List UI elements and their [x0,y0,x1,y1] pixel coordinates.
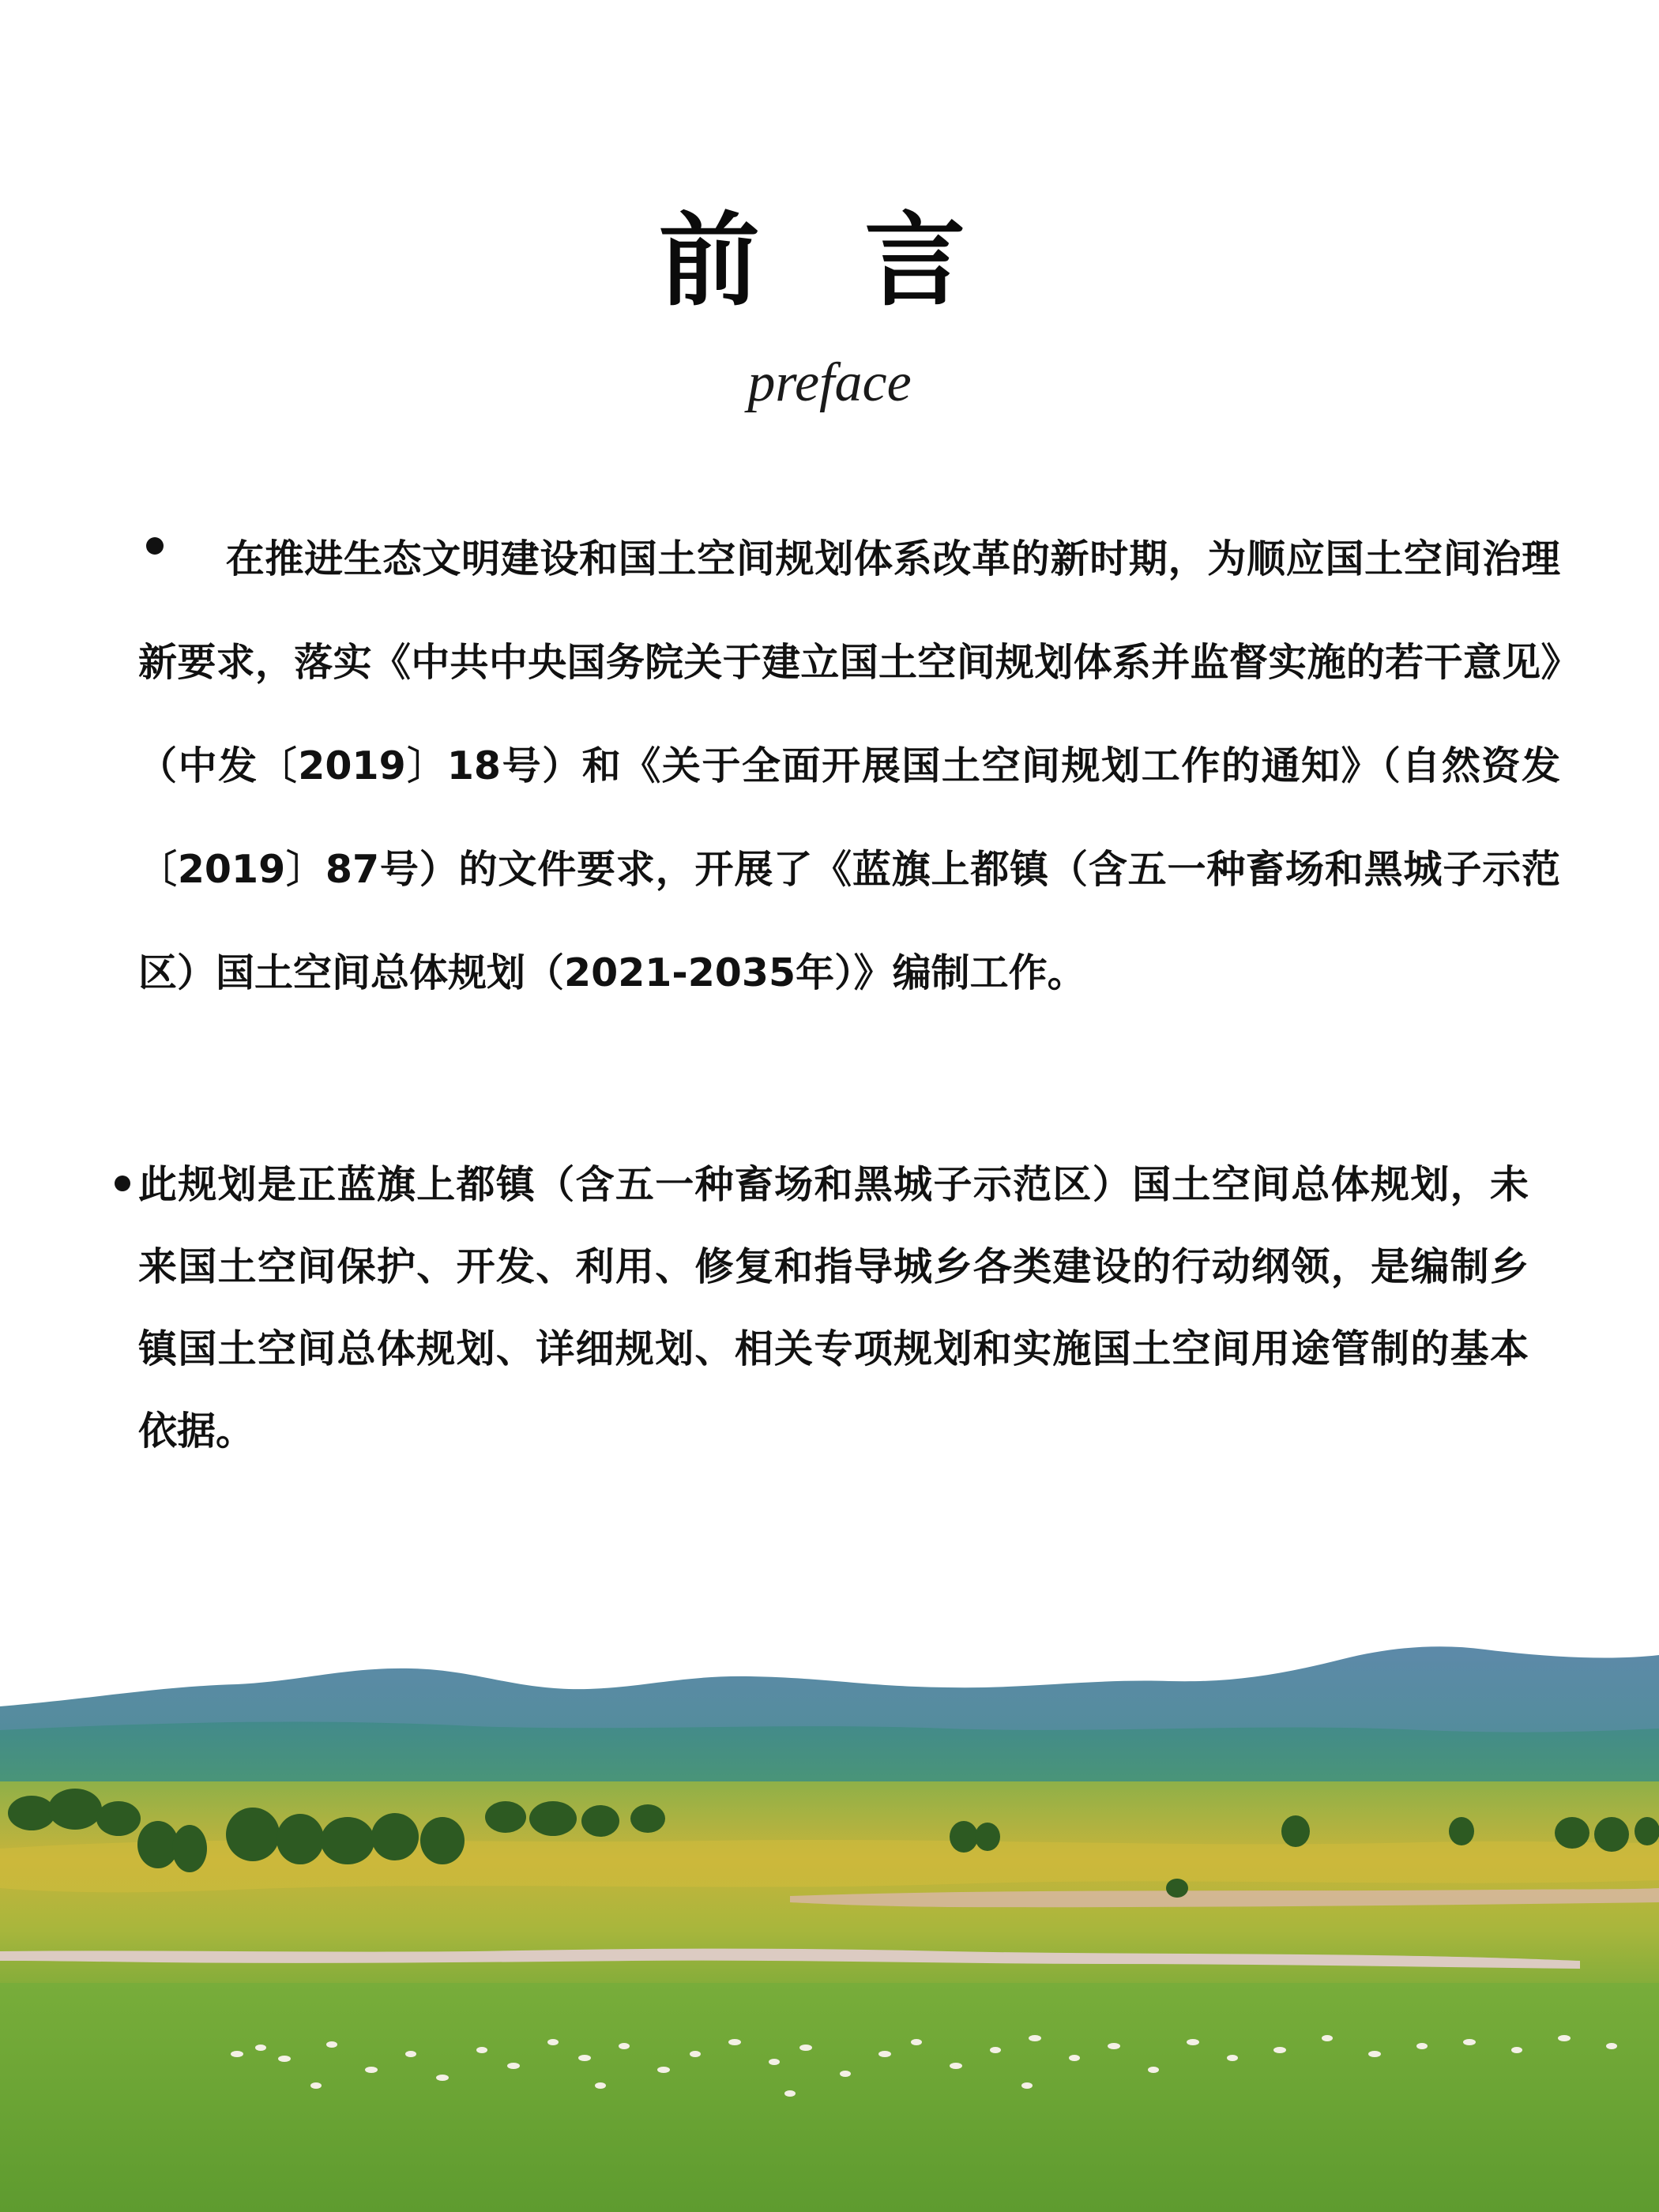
grassland-illustration [0,1612,1659,2212]
bullet-icon [146,537,164,555]
foreground-grass [0,1983,1659,2212]
page-title: 前 言 [658,201,1001,320]
grassland-photo [0,1612,1659,2212]
paragraph-1 [138,507,1560,1025]
paragraph-1-text [138,507,1560,1025]
paragraph-2-text: 此规划是正蓝旗上都镇（含五一种畜场和黑城子示范区）国土空间总体规划，未来国土空间保护、开发、利用、修复和指导城乡各类建设的行动纲领，是编制乡镇国土空间总体规划、详细规划、相关专项规划和实施国土空间用途管制的基本依据。 [138,1162,1529,1454]
paragraph-1-body: 在推进生态文明建设和国土空间规划体系改革的新时期，为顺应国土空间治理新要求，落实《中共中央国务院关于建立国土空间规划体系并监督实施的若干意见》（中发〔2019〕18号）和《关于全面开展国土空间规划工作的通知》（自然资发〔2019〕87号）的文件要求，开展了《蓝旗上都镇（含五一种畜场和黑城子示范区）国土空间总体规划（2021-2035年）》编制工作。 [138,536,1560,995]
paragraph-2 [138,1144,1529,1473]
page-subtitle: preface [747,352,912,413]
bullet-icon [115,1176,130,1191]
